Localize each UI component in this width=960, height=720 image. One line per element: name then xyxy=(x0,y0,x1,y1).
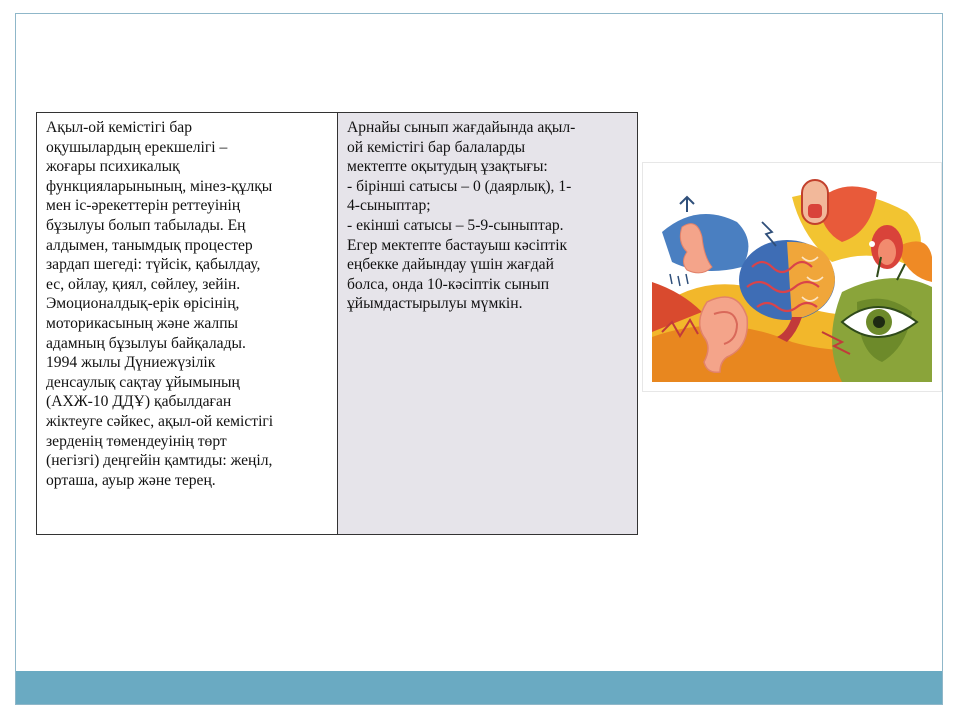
finger-icon xyxy=(802,180,828,224)
table-cell-right: Арнайы сынып жағдайында ақыл- ой кемістігі бар балаларды мектепте оқытудың ұзақтығы: - бірінші сатысы – 0 (даярлық), 1- 4-сыныптар; - екінші сатысы – 5-9-сыныптар. Егер мектепте бастауыш кәсіптік еңбекке дайындау үшін жағдай болса, онда 10-кәсіптік сынып ұйымдастырылуы мүмкін. xyxy=(338,113,637,534)
table-cell-left: Ақыл-ой кемістігі бар оқушылардың ерекшелігі – жоғары психикалық функцияларынының, мінез-құлқы мен іс-әрекеттерін реттеуінің бұзылуы болып табылады. Ең алдымен, танымдық процестер зардап шегеді: түйсік, қабылдау, ес, ойлау, қиял, сөйлеу, зейін. Эмоционалдық-ерік өрісінің, моторикасының және жалпы адамның бұзылуы байқалады. 1994 жылы Дүниежүзілік денсаулық сақтау ұйымының (АХЖ-10 ДДҰ) қабылдаған жіктеуге сәйкес, ақыл-ой кемістігі зерденің төмендеуінің төрт (негізгі) деңгейін қамтиды: жеңіл, орташа, ауыр және терең. xyxy=(37,113,338,534)
content-table xyxy=(36,112,638,535)
senses-illustration xyxy=(642,162,942,392)
bottom-bar xyxy=(16,671,942,704)
